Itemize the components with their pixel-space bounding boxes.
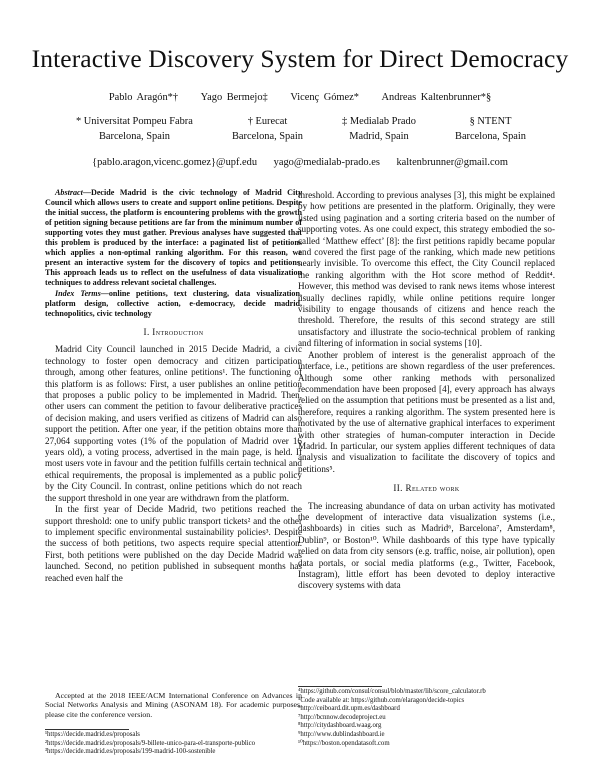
author-name: Yago Bermejo‡ xyxy=(200,92,268,103)
footnote: ³https://decide.madrid.es/proposals/199-madrid-100-sostenible xyxy=(45,748,216,756)
acceptance-note: Accepted at the 2018 IEEE/ACM International Conference on Advances in Social Networks Analysis and Mining (ASONAM 18). For academic purposes, please cite the conference version. xyxy=(45,691,302,719)
section-heading-related-work: II. Related work xyxy=(393,483,460,494)
body-paragraph: In the first year of Decide Madrid, two petitions reached the support threshold: one to unify public transport tickets² and the other to implement specific environmental sustainability policies³. Despite the success of both petitions, two aspects require special attention. First, both petitions were published on the day Decide Madrid was launched. Second, no petition published in subsequent months has reached even half the xyxy=(45,504,302,583)
abstract-label: Abstract xyxy=(55,188,83,197)
right-column xyxy=(298,190,555,592)
affiliation xyxy=(76,114,193,144)
footnote-divider xyxy=(45,729,129,730)
author-email: {pablo.aragon,vicenc.gomez}@upf.edu xyxy=(92,157,258,168)
body-paragraph: Another problem of interest is the generalist approach of the interface, i.e., petitions are shown regardless of the user preferences. Although some other ranking methods with personalized recommendation have been proposed [4], every approach has always relied on the assumption that petitions must be presented as a list and, therefore, requires a ranking algorithm. The system presented here is motivated by the use of alternative graphical interfaces to experiment with other strategies of human-computer interaction in Decide Madrid. In particular, our system applies different techniques of data analysis and visualization to facilitate the discovery of topics and petitions⁵. xyxy=(298,349,555,474)
footnote: ⁴https://github.com/consul/consul/blob/master/lib/score_calculator.rb xyxy=(298,688,486,695)
footnote: ¹⁰https://boston.opendatasoft.com xyxy=(298,739,390,747)
footnote: ⁵Code available at: https://github.com/elaragon/decide-topics xyxy=(298,696,465,704)
index-terms-text: —online petitions, text clustering, data visualization, platform design, collective action, e-democracy, decide madrid, technopolitics, civic technology xyxy=(45,289,303,318)
affiliation-location: Barcelona, Spain xyxy=(455,131,526,142)
footnote: ⁶http://ceiboard.dit.upm.es/dashboard xyxy=(298,705,400,713)
footnotes-left xyxy=(45,731,302,757)
footnotes-right xyxy=(298,688,555,748)
paper-title: Interactive Discovery System for Direct Democracy xyxy=(31,44,569,73)
index-terms xyxy=(45,289,302,319)
author-name: Vicenç Gómez* xyxy=(290,92,359,103)
affiliation-name: * Universitat Pompeu Fabra xyxy=(76,116,193,127)
footnote: ¹https://decide.madrid.es/proposals xyxy=(45,731,140,738)
email-list xyxy=(40,157,560,168)
author-name: Andreas Kaltenbrunner*§ xyxy=(381,92,492,103)
affiliation-location: Madrid, Spain xyxy=(349,131,409,142)
footnote: ⁸http://citydashboard.waag.org xyxy=(298,722,382,730)
footnote: ⁷http://bcnnow.decodeproject.eu xyxy=(298,713,386,721)
affiliation-list xyxy=(76,114,526,144)
section-heading-introduction: I. Introduction xyxy=(143,327,204,337)
affiliation-location: Barcelona, Spain xyxy=(231,131,303,142)
footnote-divider xyxy=(298,686,382,687)
affiliation-name: ‡ Medialab Prado xyxy=(342,116,416,127)
abstract-text: —Decide Madrid is the civic technology of Madrid City Council which allows users to create and support online petitions. Despite the initial success, the platform is encountering problems with the growth of petition signing because petitions are far from the minimum number of supporting votes they must gather. Previous analyses have suggested that this problem is produced by the interface: a paginated list of petitions which applies a non-optimal ranking algorithm. For this reason, we present an interactive system for the discovery of topics and petitions. This approach leads us to reflect on the usefulness of data visualization techniques to address relevant societal challenges. xyxy=(45,188,302,287)
author-list xyxy=(40,92,560,103)
index-terms-label: Index Terms xyxy=(55,289,101,298)
author-email: kaltenbrunner@gmail.com xyxy=(396,157,508,168)
affiliation-name: † Eurecat xyxy=(247,116,288,127)
footnote: ²https://decide.madrid.es/proposals/9-billete-unico-para-el-transporte-publico xyxy=(45,739,256,747)
footnote: ⁹http://www.dublindashboard.ie xyxy=(298,730,385,738)
affiliation-location: Barcelona, Spain xyxy=(98,131,170,142)
author-name: Pablo Aragón*† xyxy=(108,92,179,103)
abstract xyxy=(45,188,302,288)
affiliation xyxy=(455,114,526,144)
body-paragraph: threshold. According to previous analyses [3], this might be explained by how petitions are presented in the platform. Originally, they were listed using pagination and a sorting criteria based on the number of supporting votes. As one could expect, this strategy embodied the so-called ‘Matthew effect’ [8]: the first petitions rapidly became popular and covered the first page of the ranking, which made new petitions nearly invisible. To overcome this effect, the City Council replaced the ranking algorithm with the Hot score method of Reddit⁴. However, this method was devised to rank news items whose interest usually declines rapidly, while online petitions require longer visibility to engage thousands of citizens and hence reach the threshold. Therefore, the results of this second strategy are still unsatisfactory and illustrate the socio-technical problem of ranking and filtering of information in social systems [10]. xyxy=(298,190,555,349)
author-email: yago@medialab-prado.es xyxy=(273,157,380,168)
left-column xyxy=(45,188,302,584)
body-paragraph: The increasing abundance of data on urban activity has motivated the development of interactive data visualization systems (i.e., dashboards) in cities such as Madrid⁶, Barcelona⁷, Amsterdam⁸, Dublin⁹, or Boston¹⁰. While dashboards of this type have typically relied on data from city sensors (e.g. traffic, noise, air pollution), open data portals, or social media platforms (e.g., Twitter, Facebook, Instagram), little effort has been devoted to deploy interactive discovery systems with data xyxy=(298,500,555,591)
affiliation xyxy=(232,114,303,144)
affiliation-name: § NTENT xyxy=(469,116,512,127)
body-paragraph: Madrid City Council launched in 2015 Decide Madrid, a civic technology to foster open democracy and citizen participation through, among other features, online petitions¹. The functioning of this platform is as follows: First, a user publishes an online petition that proposes a public policy to be implemented in Madrid. Then, other users can comment the petition to favour deliberative practices of decision making, and users verified as citizens of Madrid can also support the petition. After one year, if the petition obtains more than 27,064 supporting votes (1% of the population of Madrid over 16 years old), a voting process, advertised in the main page, is held. If most users vote in favour and the petition fulfills certain technical and ethical requirements, the proposal is implemented as a public policy by the City Council. In contrast, online petitions which do not reach the support threshold in one year are withdrawn from the platform. xyxy=(45,344,302,503)
affiliation xyxy=(342,114,416,144)
